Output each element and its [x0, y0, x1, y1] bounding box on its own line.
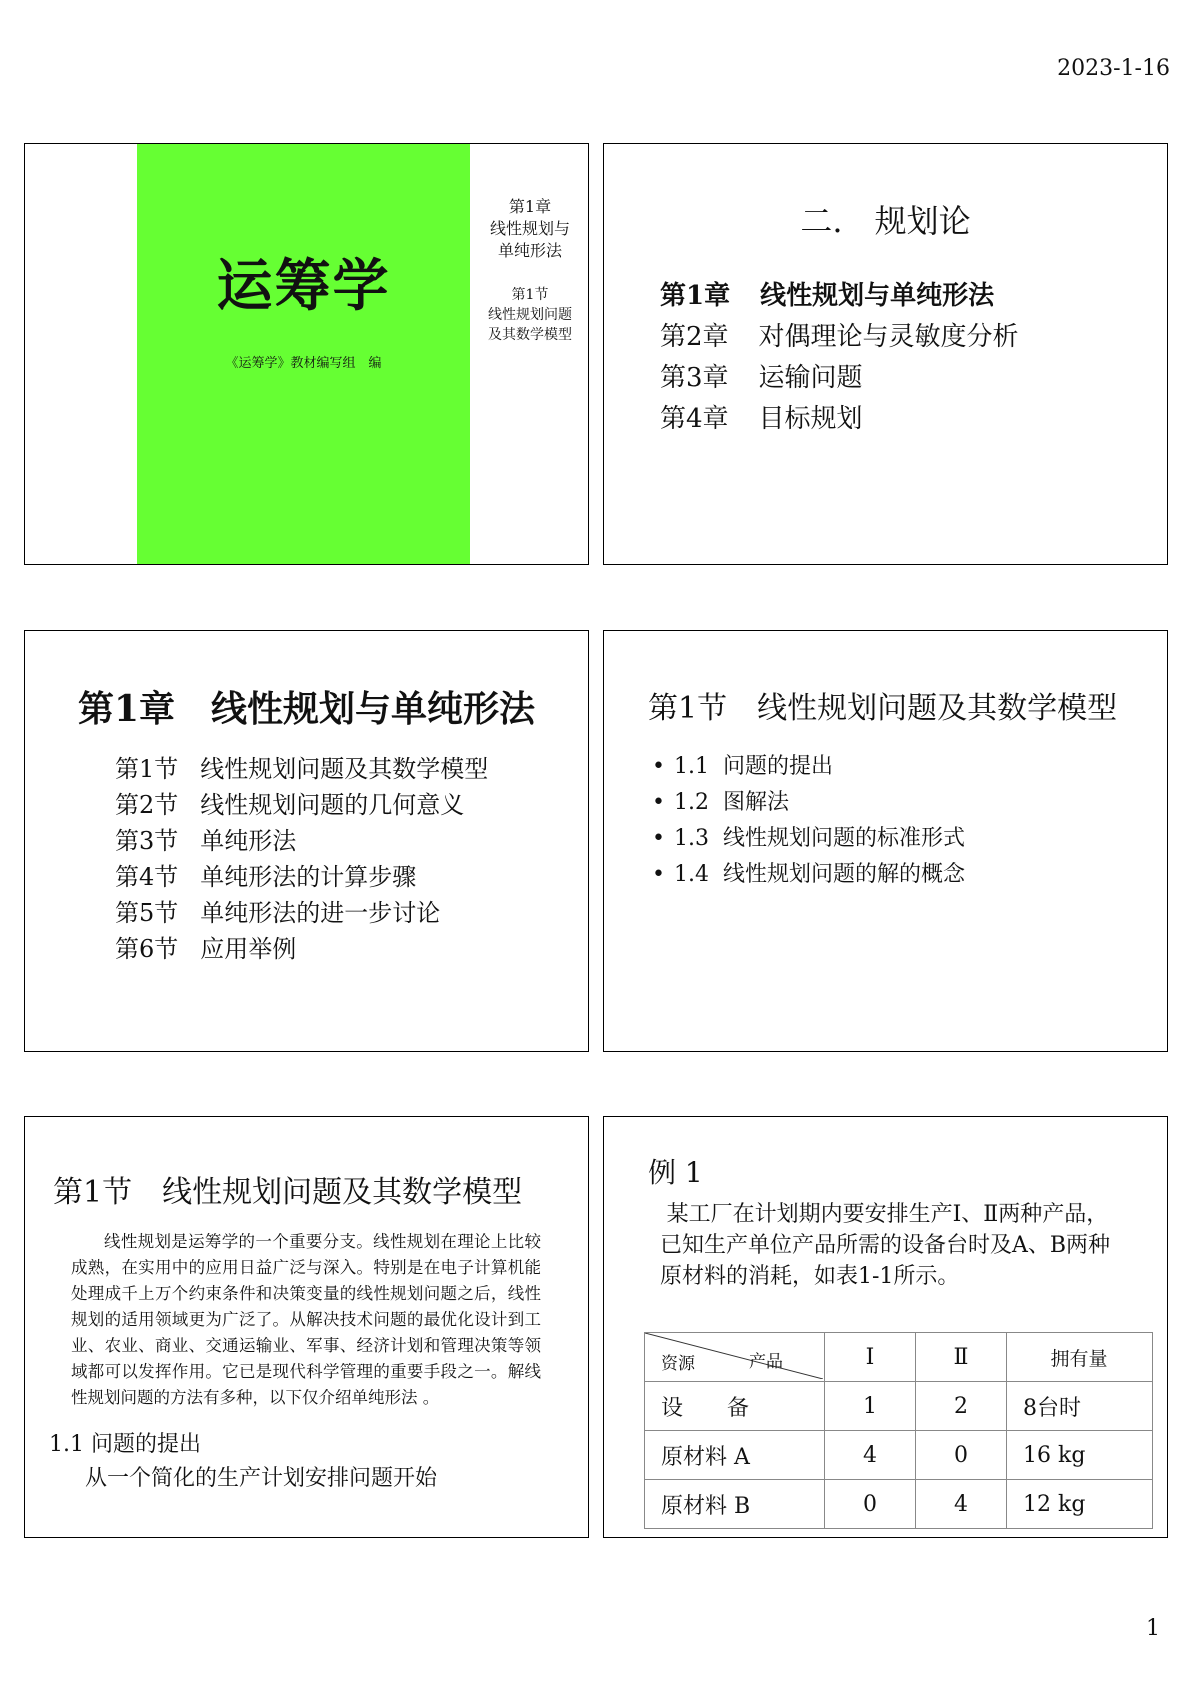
intro-paragraph: 线性规划是运筹学的一个重要分支。线性规划在理论上比较成熟，在实用中的应用日益广泛与深入。特别是在电子计算机能处理成千上万个约束条件和决策变量的线性规划问题之后，线性规划的适用领域更为广泛了。从解决技术问题的最优化设计到工业、农业、商业、交通运输业、军事、经济计划和管理决策等领域都可以发挥作用。它已是现代科学管理的重要手段之一。解线性规划问题的方法有多种，以下仅介绍单纯形法 。	[71, 1232, 541, 1407]
table-cell: 1	[825, 1382, 916, 1431]
slide-cover	[24, 143, 589, 565]
section-item: 第5节 单纯形法的进一步讨论	[115, 899, 441, 927]
bullet-list	[652, 749, 965, 893]
section-item: 第6节 应用举例	[115, 935, 297, 963]
cover-panel	[137, 144, 470, 564]
table-cell: 0	[825, 1480, 916, 1529]
table-row	[645, 1431, 1153, 1480]
section-list	[115, 751, 488, 967]
bullet-item: • 1.2 图解法	[652, 785, 965, 821]
slide-example-1	[603, 1116, 1168, 1538]
chapter-item: 第3章 运输问题	[660, 363, 863, 393]
table-cell: 2	[916, 1382, 1007, 1431]
table-header-cell: 拥有量	[1007, 1333, 1153, 1382]
table-cell: 设 备	[645, 1382, 825, 1431]
chapter-item: 第4章 目标规划	[660, 404, 863, 434]
table-header-row	[645, 1333, 1153, 1382]
chapter-list	[660, 276, 1019, 440]
slide-section-1-intro	[24, 1116, 589, 1538]
chapter-item: 第2章 对偶理论与灵敏度分析	[660, 322, 1019, 352]
corner-product-label: 产品	[749, 1352, 783, 1372]
section-item: 第1节 线性规划问题及其数学模型	[115, 755, 489, 783]
slide-section-1-outline	[603, 630, 1168, 1052]
page-date: 2023-1-16	[1057, 56, 1170, 81]
table-cell: 原材料 B	[645, 1480, 825, 1529]
table-cell: 4	[916, 1480, 1007, 1529]
table-cell: 12 kg	[1007, 1480, 1153, 1529]
cover-title: 运筹学	[216, 254, 391, 319]
corner-resource-label: 资源	[661, 1354, 695, 1374]
cover-subtitle: 《运筹学》教材编写组 编	[225, 356, 382, 371]
slide-planning-theory	[603, 143, 1168, 565]
slide-title: 二. 规划论	[800, 202, 971, 240]
example-label: 例 1	[648, 1156, 703, 1189]
resource-table	[644, 1332, 1153, 1529]
side-chapter-label: 第1章 线性规划与 单纯形法	[489, 197, 570, 260]
table-header-cell: Ⅱ	[916, 1333, 1007, 1382]
slide-title: 第1节 线性规划问题及其数学模型	[648, 691, 1118, 726]
section-item: 第4节 单纯形法的计算步骤	[115, 863, 417, 891]
table-cell: 16 kg	[1007, 1431, 1153, 1480]
table-cell: 原材料 A	[645, 1431, 825, 1480]
subheading: 1.1 问题的提出	[49, 1432, 201, 1457]
table-header-cell: Ⅰ	[825, 1333, 916, 1382]
table-corner-cell	[645, 1333, 825, 1382]
slide-title: 第1节 线性规划问题及其数学模型	[53, 1175, 523, 1210]
slide-chapter-1	[24, 630, 589, 1052]
example-paragraph: 某工厂在计划期内要安排生产Ⅰ、Ⅱ两种产品，已知生产单位产品所需的设备台时及A、B两种原材料的消耗，如表1-1所示。	[660, 1202, 1111, 1289]
table-row	[645, 1382, 1153, 1431]
table-cell: 8台时	[1007, 1382, 1153, 1431]
bullet-item: • 1.1 问题的提出	[652, 749, 965, 785]
subheading-text: 从一个简化的生产计划安排问题开始	[85, 1466, 438, 1491]
page-number: 1	[1146, 1616, 1160, 1641]
section-item: 第2节 线性规划问题的几何意义	[115, 791, 465, 819]
table-cell: 0	[916, 1431, 1007, 1480]
table-row	[645, 1480, 1153, 1529]
slide-title: 第1章 线性规划与单纯形法	[77, 688, 536, 730]
bullet-item: • 1.3 线性规划问题的标准形式	[652, 821, 965, 857]
bullet-item: • 1.4 线性规划问题的解的概念	[652, 857, 965, 893]
table-cell: 4	[825, 1431, 916, 1480]
side-section-label: 第1节 线性规划问题 及其数学模型	[488, 287, 572, 343]
chapter-item: 第1章 线性规划与单纯形法	[660, 281, 995, 311]
section-item: 第3节 单纯形法	[115, 827, 297, 855]
